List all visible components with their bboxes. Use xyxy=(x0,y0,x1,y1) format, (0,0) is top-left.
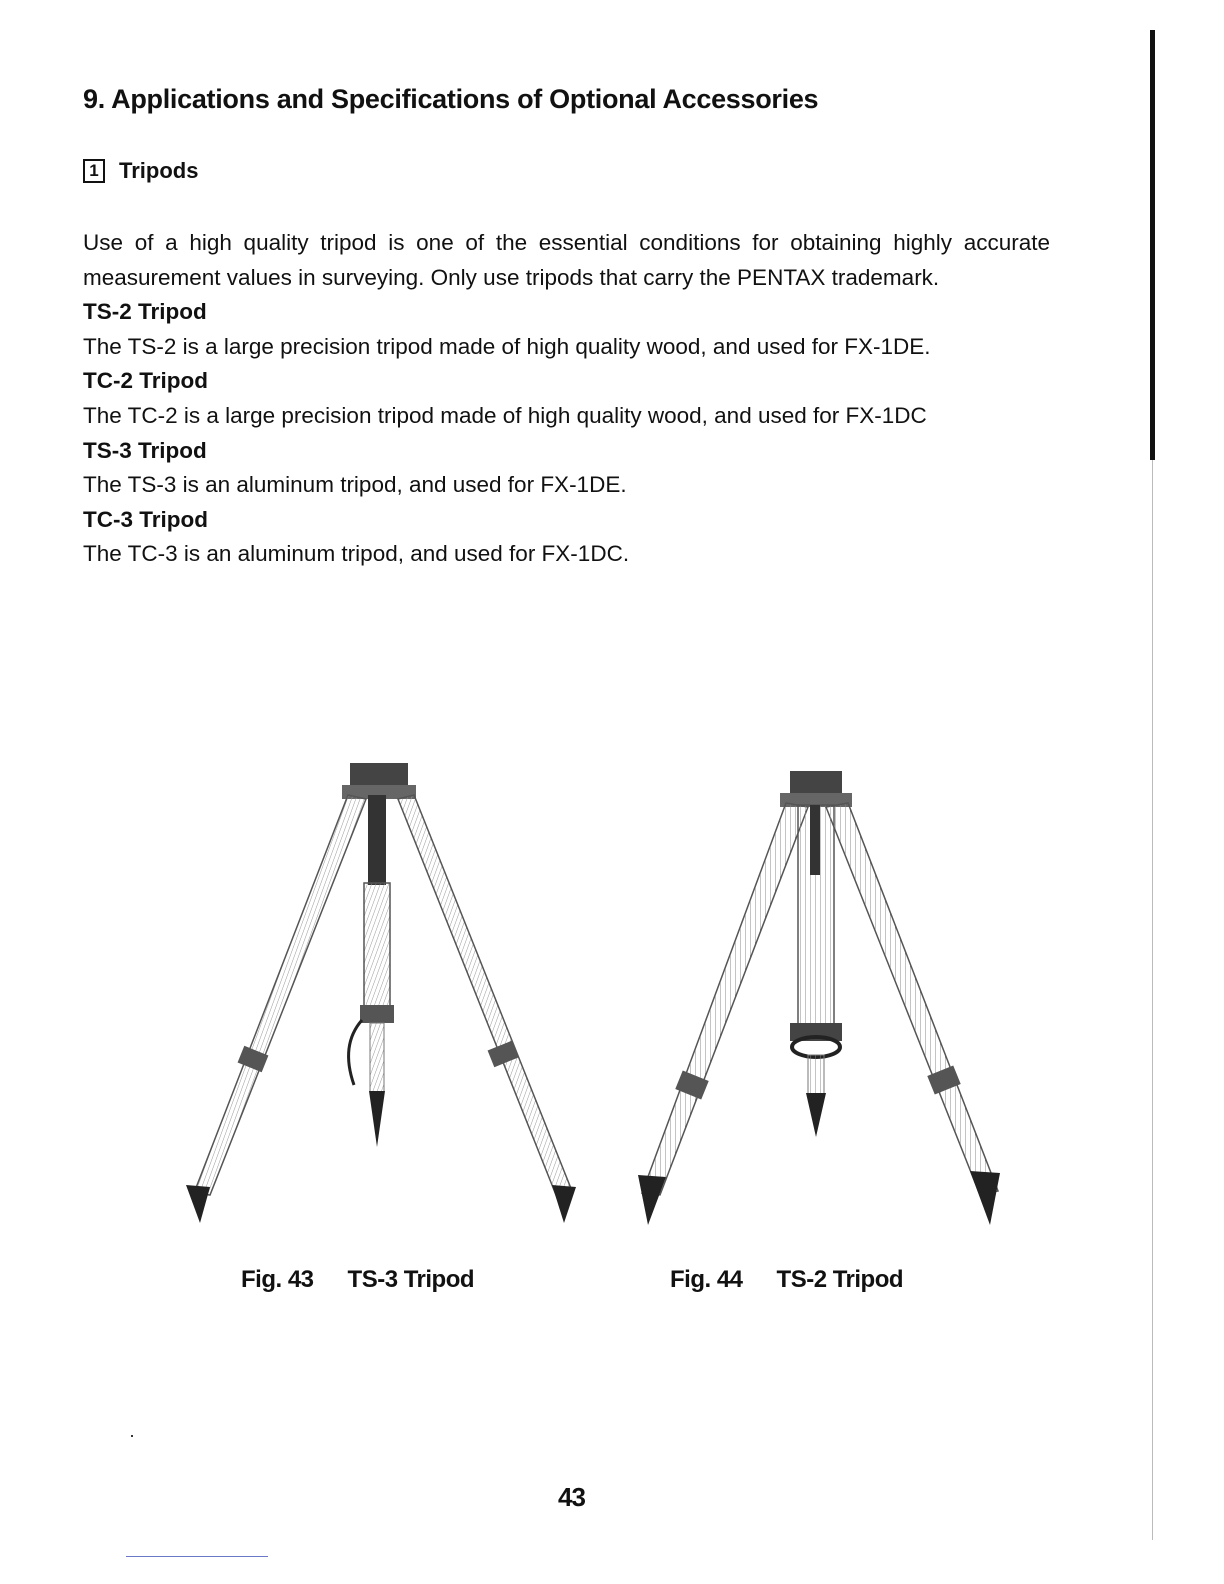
tripod-leg-left xyxy=(194,795,366,1195)
tripod-leg-right xyxy=(398,795,572,1195)
scan-mark-line xyxy=(126,1556,268,1557)
page-edge-line xyxy=(1152,460,1153,1540)
tripod-leg-center-upper xyxy=(368,795,386,885)
figure-caption-43 xyxy=(241,1266,474,1294)
figure-number: Fig. 43 xyxy=(241,1266,314,1293)
leg-foot-left xyxy=(638,1175,666,1225)
tripod-name-tc2: TC-2 Tripod xyxy=(83,368,208,394)
tripod-leg-center xyxy=(364,883,390,1013)
tripod-name-ts3: TS-3 Tripod xyxy=(83,437,207,463)
body-text xyxy=(83,226,1050,572)
tripod-text-ts3: The TS-3 is an aluminum tripod, and used for FX-1DE. xyxy=(83,472,627,498)
tripod-leg-right xyxy=(826,803,998,1195)
figure-caption-44 xyxy=(670,1266,903,1294)
section-heading: 9. Applications and Specifications of Optional Accessories xyxy=(83,84,819,114)
tripod-name-tc3: TC-3 Tripod xyxy=(83,506,208,532)
tripod-text-tc2: The TC-2 is a large precision tripod made of high quality wood, and used for FX-1DC xyxy=(83,402,927,428)
leg-clamp-center xyxy=(360,1005,394,1023)
carry-strap xyxy=(349,1020,362,1085)
leg-foot-left xyxy=(186,1185,210,1223)
intro-paragraph: Use of a high quality tripod is one of the essential conditions for obtaining highly accurate measurement values in surveying. Only use tripods that carry the PENTAX trademark. xyxy=(83,230,1050,290)
subsection-header xyxy=(83,158,198,184)
tripod-illustration-ts2 xyxy=(630,765,1010,1240)
subsection-number-box: 1 xyxy=(83,159,105,183)
page-edge-bar xyxy=(1150,30,1155,460)
leg-foot-right xyxy=(970,1171,1000,1225)
leg-foot-right xyxy=(552,1185,576,1223)
leg-foot-center xyxy=(806,1093,826,1137)
leg-foot-center xyxy=(369,1091,385,1147)
figure-title: TS-2 Tripod xyxy=(776,1266,904,1293)
tripod-text-tc3: The TC-3 is an aluminum tripod, and used for FX-1DC. xyxy=(83,541,630,567)
page-number: 43 xyxy=(558,1482,585,1512)
tripod-text-ts2: The TS-2 is a large precision tripod made of high quality wood, and used for FX-1DE. xyxy=(83,333,931,359)
tripod-leg-center-lower xyxy=(808,1055,824,1095)
tripod-leg-center-lower xyxy=(370,1023,384,1093)
tripod-leg-left xyxy=(642,803,808,1195)
figure-number: Fig. 44 xyxy=(670,1266,743,1293)
tripod-name-ts2: TS-2 Tripod xyxy=(83,299,207,325)
scan-speck xyxy=(131,1435,133,1437)
figure-title: TS-3 Tripod xyxy=(347,1266,475,1293)
tripod-illustration-ts3 xyxy=(180,755,580,1250)
tripod-leg-center-slot xyxy=(810,805,820,875)
subsection-title: Tripods xyxy=(119,158,199,183)
